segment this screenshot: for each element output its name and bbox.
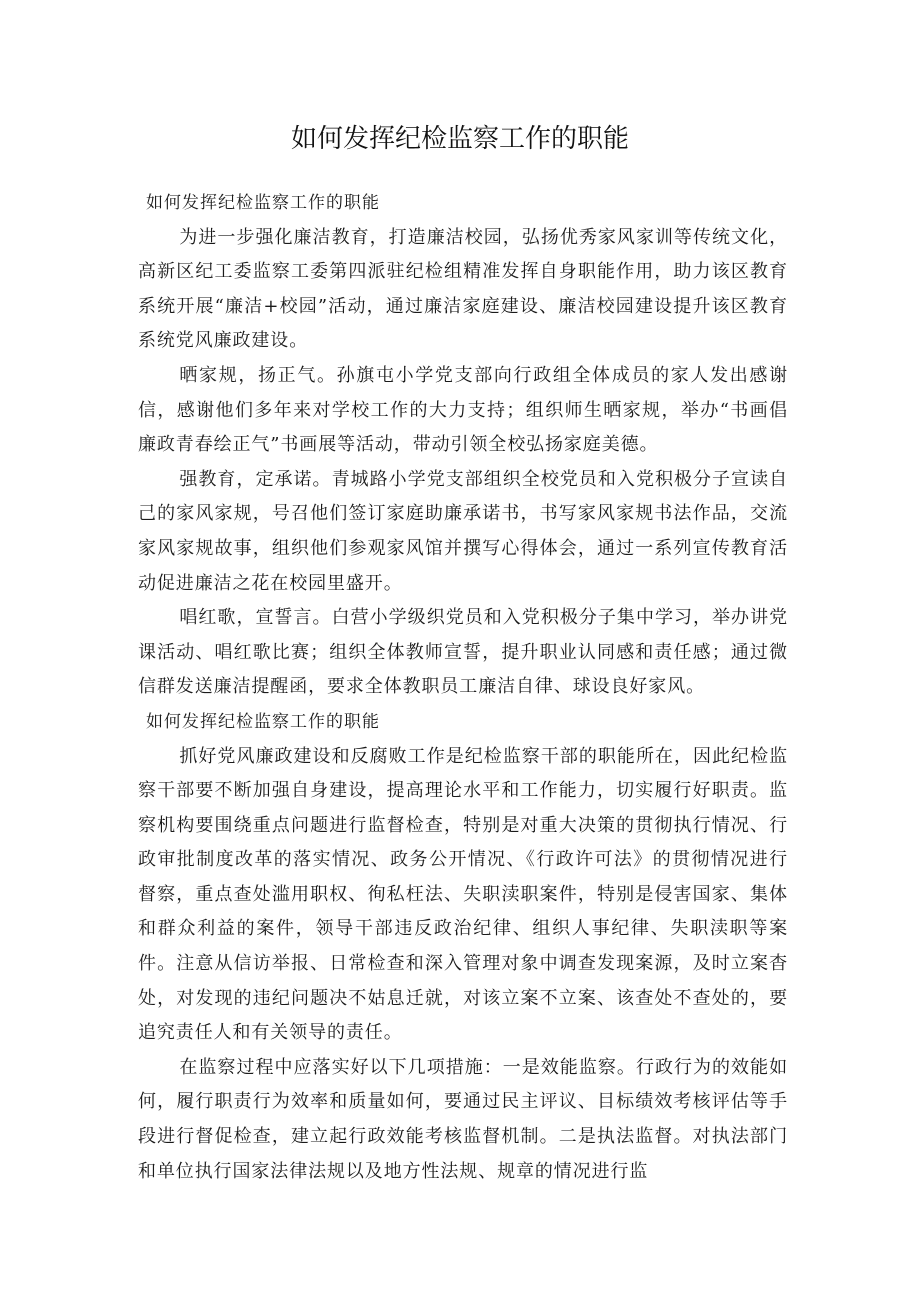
- paragraph: 唱红歌，宣誓言。白营小学级织党员和入党积极分子集中学习，举办讲党课活动、唱红歌比赛；组织全体教师宣誓，提升职业认同感和责任感；通过微信群发送廉洁提醒函，要求全体教职员工廉洁自律、球设良好家风。: [138, 607, 788, 698]
- paragraph: 晒家规，扬正气。孙旗屯小学党支部向行政组全体成员的家人发出感谢信，感谢他们多年来对学校工作的大力支持；组织师生晒家规，举办“书画倡廉政青春绘正气”书画展等活动，带动引领全校弘扬家庭美德。: [138, 364, 788, 456]
- page-title: 如何发挥纪检监察工作的职能: [290, 124, 629, 154]
- section-heading: 如何发挥纪检监察工作的职能: [146, 193, 380, 213]
- paragraph: 抓好党风廉政建设和反腐败工作是纪检监察干部的职能所在，因此纪检监察干部要不断加强自身建设，提高理论水平和工作能力，切实履行好职责。监察机构要围绕重点问题进行监督检查，特别是对重大决策的贯彻执行情况、行政审批制度改革的落实情况、政务公开情况、《行政许可法》的贯彻情况进行督察，重点查处滥用职权、徇私枉法、失职渎职案件，特别是侵害国家、集体和群众利益的案件，领导干部违反政治纪律、组织人事纪律、失职渎职等案件。注意从信访举报、日常检查和深入管理对象中调查发现案源，及时立案杳处，对发现的违纪问题决不姑息迁就，对该立案不立案、该查处不查处的，要追究责任人和有关领导的责任。: [138, 745, 788, 1044]
- section-heading: 如何发挥纪检监察工作的职能: [146, 711, 380, 732]
- paragraph: 强教育，定承诺。青城路小学党支部组织全校党员和入党积极分子宣读自己的家风家规，号召他们签订家庭助廉承诺书，书写家风家规书法作品，交流家风家规故事，组织他们参观家风馆并撰写心得体会，通过一系列宣传教育活动促进廉洁之花在校园里盛开。: [138, 468, 788, 594]
- paragraph: 在监察过程中应落实好以下几项措施：一是效能监察。行政行为的效能如何，履行职责行为效率和质量如何，要通过民主评议、目标绩效考核评估等手段进行督促检查，建立起行政效能考核监督机制。二是执法监督。对执法部门和单位执行国家法律法规以及地方性法规、规章的情况进行监: [138, 1056, 788, 1182]
- paragraph: 为进一步强化廉洁教育，打造廉洁校园，弘扬优秀家风家训等传统文化，高新区纪工委监察工委第四派驻纪检组精准发挥自身职能作用，助力该区教育系统开展“廉洁+校园”活动，通过廉洁家庭建设、廉洁校园建设提升该区教育系统党风廉政建设。: [138, 226, 788, 352]
- document-body: [138, 186, 788, 1189]
